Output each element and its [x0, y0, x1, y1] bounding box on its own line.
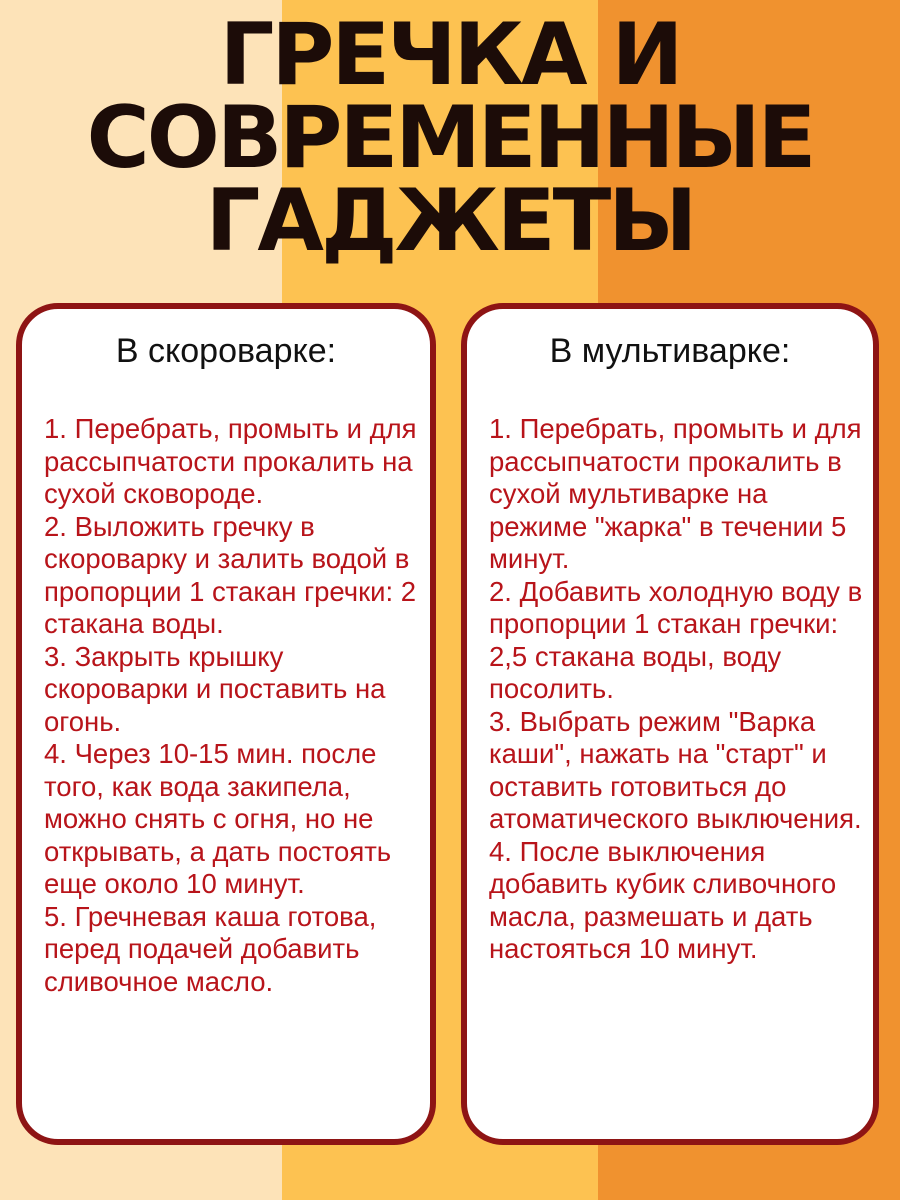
multicooker-steps [467, 413, 873, 966]
step-item: 3. Закрыть крышку скороварки и поставить на огонь. [44, 640, 386, 737]
step-item: 5. Гречневая каша готова, перед подачей добавить сливочное масло. [44, 900, 377, 997]
step-item: 1. Перебрать, промыть и для рассыпчатости прокалить на сухой сковороде. [44, 413, 417, 509]
step-item: 3. Выбрать режим "Варка каши", нажать на "старт" и оставить готовиться до атоматического выключения. [489, 705, 862, 834]
multicooker-card [461, 303, 879, 1145]
step-item: 1. Перебрать, промыть и для рассыпчатости прокалить в сухой мультиварке на режиме "жарка" в течении 5 минут. [489, 413, 862, 574]
step-item: 4. Через 10-15 мин. после того, как вода закипела, можно снять с огня, но не открывать, а дать постоять еще около 10 минут. [44, 738, 392, 899]
step-item: 2. Добавить холодную воду в пропорции 1 стакан гречки: 2,5 стакана воды, воду посолить. [489, 575, 863, 704]
title-line-3: ГАДЖЕТЫ [205, 171, 695, 271]
step-item: 4. После выключения добавить кубик сливочного масла, размешать и дать настояться 10 минут. [489, 835, 837, 964]
multicooker-heading: В мультиварке: [549, 332, 791, 370]
pressure-cooker-card [16, 303, 436, 1145]
pressure-cooker-heading: В скороварке: [115, 332, 337, 370]
step-item: 2. Выложить гречку в скороварку и залить водой в пропорции 1 стакан гречки: 2 стакана воды. [44, 510, 417, 639]
title-line-1: ГРЕЧКА И [219, 5, 681, 105]
pressure-cooker-steps [22, 413, 430, 998]
title-line-2: СОВРЕМЕННЫЕ [86, 88, 814, 188]
page-title [0, 5, 900, 271]
